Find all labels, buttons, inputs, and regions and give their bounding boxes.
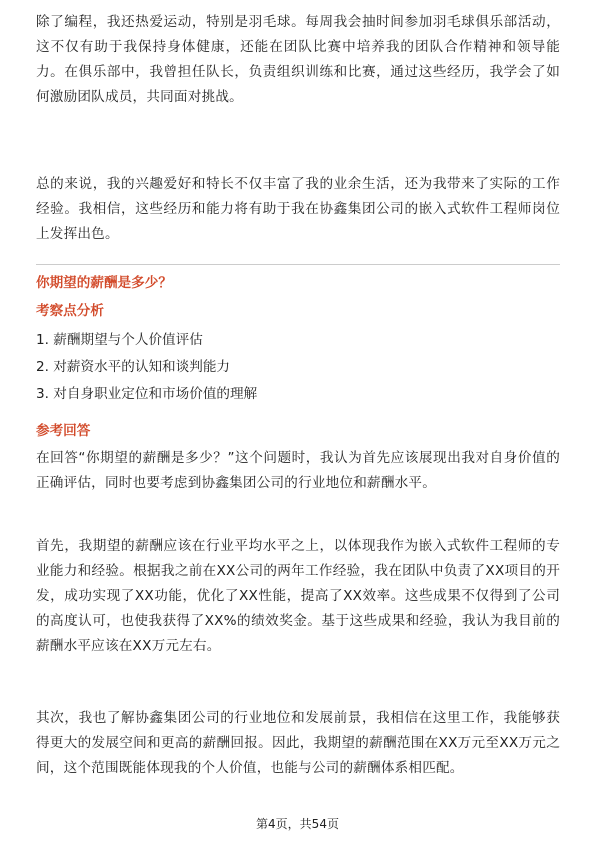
answer-heading: 参考回答 [36,423,91,439]
answer-paragraph: 在回答“你期望的薪酬是多少？”这个问题时，我认为首先应该展现出我对自身价值的正确评估，同时也要考虑到协鑫集团公司的行业地位和薪酬水平。 [36,450,560,491]
section-divider [36,264,560,265]
question-title: 你期望的薪酬是多少？ [36,275,172,291]
analysis-list [36,327,257,408]
analysis-point: 3. 对自身职业定位和市场价值的理解 [36,386,258,402]
analysis-point: 1. 薪酬期望与个人价值评估 [36,332,203,348]
page-number: 第4页，共54页 [256,817,339,831]
intro-paragraph: 除了编程，我还热爱运动，特别是羽毛球。每周我会抽时间参加羽毛球俱乐部活动，这不仅有助于我保持身体健康，还能在团队比赛中培养我的团队合作精神和领导能力。在俱乐部中，我曾担任队长，负责组织训练和比赛，通过这些经历，我学会了如何激励团队成员，共同面对挑战。 [36,14,560,105]
summary-paragraph: 总的来说，我的兴趣爱好和特长不仅丰富了我的业余生活，还为我带来了实际的工作经验。我相信，这些经历和能力将有助于我在协鑫集团公司的嵌入式软件工程师岗位上发挥出色。 [36,176,560,242]
analysis-heading: 考察点分析 [36,303,104,319]
answer-paragraph: 其次，我也了解协鑫集团公司的行业地位和发展前景，我相信在这里工作，我能够获得更大的发展空间和更高的薪酬回报。因此，我期望的薪酬范围在XX万元至XX万元之间，这个范围既能体现我的个人价值，也能与公司的薪酬体系相匹配。 [36,710,560,776]
answer-paragraph: 首先，我期望的薪酬应该在行业平均水平之上，以体现我作为嵌入式软件工程师的专业能力和经验。根据我之前在XX公司的两年工作经验，我在团队中负责了XX项目的开发，成功实现了XX功能，优化了XX性能，提高了XX效率。这些成果不仅得到了公司的高度认可，也使我获得了XX%的绩效奖金。基于这些成果和经验，我认为我目前的薪酬水平应该在XX万元左右。 [36,538,560,654]
analysis-point: 2. 对薪资水平的认知和谈判能力 [36,359,231,375]
